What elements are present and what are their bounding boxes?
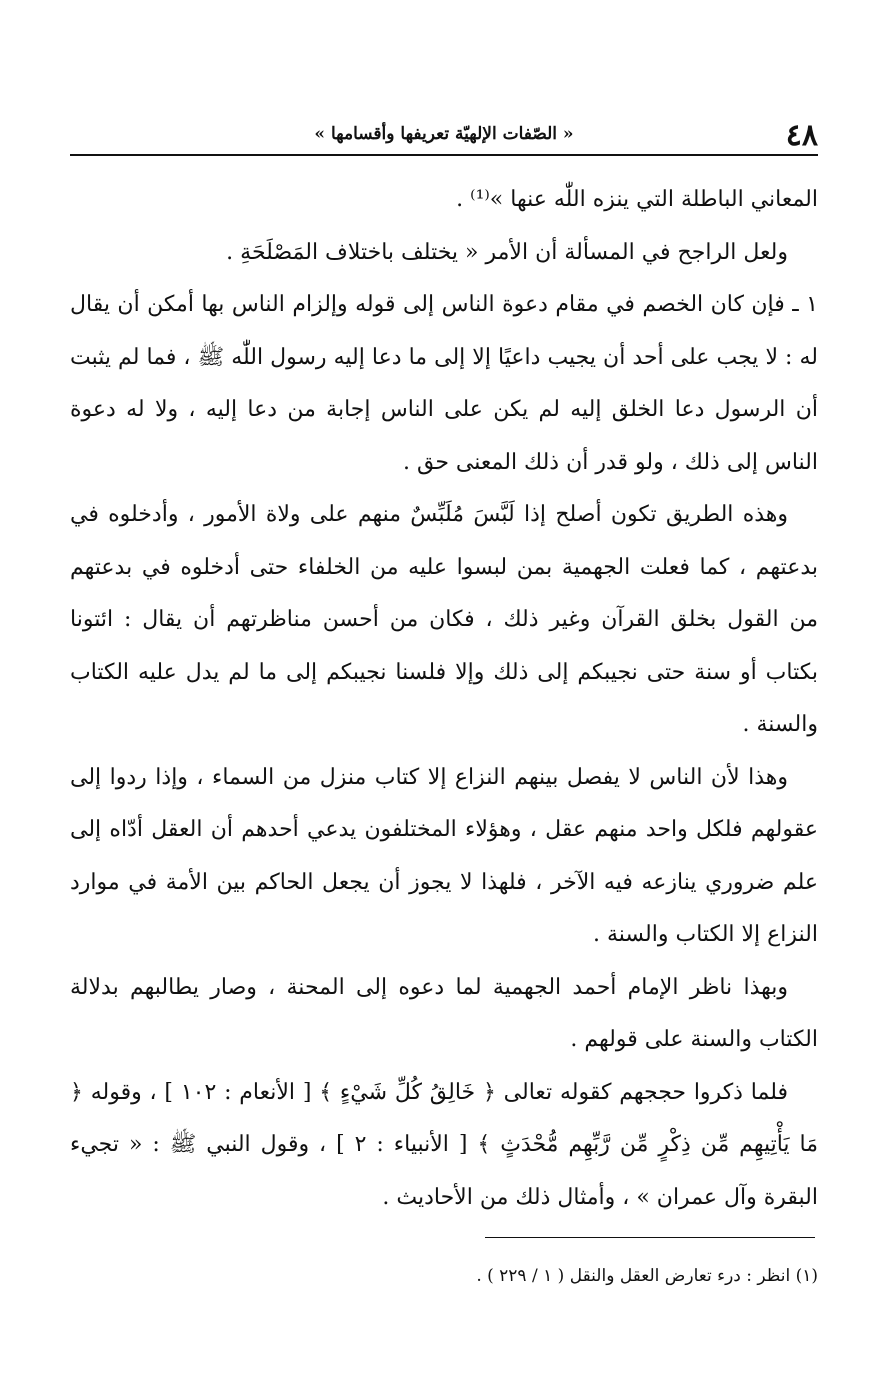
paragraph-7: فلما ذكروا حججهم كقوله تعالى ﴿ خَالِقُ كُلِّ شَيْءٍ ﴾ [ الأنعام : ١٠٢ ] ، وقوله ﴿ مَا يَأْتِيهِم مِّن ذِكْرٍ مِّن رَّبِّهِم مُّحْدَثٍ ﴾ [ الأنبياء : ٢ ] ، وقول النبي ﷺ : « تجيء البقرة وآل عمران » ، وأمثال ذلك من الأحاديث . — [70, 1079, 818, 1210]
page-header — [70, 112, 818, 156]
running-title: « الصّفات الإلهيّة تعريفها وأقسامها » — [314, 124, 574, 144]
paragraph-5: وهذا لأن الناس لا يفصل بينهم النزاع إلا كتاب منزل من السماء ، وإذا ردوا إلى عقولهم فلكل واحد منهم عقل ، وهؤلاء المختلفون يدعي أحدهم أن العقل أدّاه إلى علم ضروري ينازعه فيه الآخر ، فلهذا لا يجوز أن يجعل الحاكم بين الأمة في موارد النزاع إلا الكتاب والسنة . — [70, 764, 818, 947]
paragraph-2: ولعل الراجح في المسألة أن الأمر « يختلف باختلاف المَصْلَحَةِ . — [226, 239, 788, 265]
page-number: ٤٨ — [785, 118, 818, 153]
paragraph-1: المعاني الباطلة التي ينزه اللّٰه عنها »⁽¹⁾ . — [456, 187, 818, 212]
paragraph-4: وهذه الطريق تكون أصلح إذا لَبَّسَ مُلَبِّسٌ منهم على ولاة الأمور ، وأدخلوه في بدعتهم ، كما فعلت الجهمية بمن لبسوا عليه من الخلفاء حتى أدخلوه في بدعتهم من القول بخلق القرآن وغير ذلك ، فكان من أحسن مناظرتهم أن يقال : ائتونا بكتاب أو سنة حتى نجيبكم إلى ذلك وإلا فلسنا نجيبكم إلى ما لم يدل عليه الكتاب والسنة . — [70, 502, 818, 737]
footnote: (١) انظر : درء تعارض العقل والنقل ( ١ / ٢٢٩ ) . — [476, 1266, 818, 1286]
paragraph-3: ١ ـ فإن كان الخصم في مقام دعوة الناس إلى قوله وإلزام الناس بها أمكن أن يقال له : لا يجب على أحد أن يجيب داعيًا إلا إلى ما دعا إليه رسول اللّٰه ﷺ ، فما لم يثبت أن الرسول دعا الخلق إليه لم يكن على الناس إجابة من دعا إليه ، ولا له دعوة الناس إلى ذلك ، ولو قدر أن ذلك المعنى حق . — [70, 292, 818, 475]
paragraph-6: وبهذا ناظر الإمام أحمد الجهمية لما دعوه إلى المحنة ، وصار يطالبهم بدلالة الكتاب والسنة على قولهم . — [70, 974, 818, 1052]
footnote-separator — [485, 1237, 815, 1238]
body-text — [70, 174, 818, 1224]
